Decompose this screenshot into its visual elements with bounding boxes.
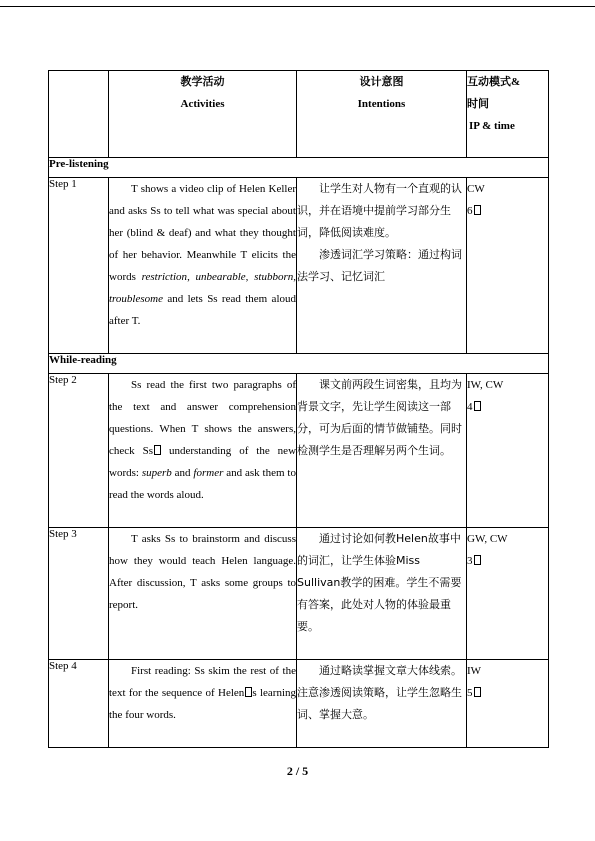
header-activities	[109, 71, 297, 158]
table-row-step-1	[49, 178, 549, 354]
step-label: Step 3	[49, 528, 109, 660]
header-rule	[0, 6, 595, 7]
section-row-while-reading	[49, 354, 549, 374]
step-intention: 课文前两段生词密集，且均为背景文字，先让学生阅读这一部分，可为后面的情节做铺垫。同时检测学生是否理解另两个生词。	[297, 374, 467, 528]
step-intention: 通过略读掌握文章大体线索。注意渗透阅读策略，让学生忽略生词、掌握大意。	[297, 660, 467, 748]
step-mode: IW, CW 4	[467, 374, 549, 528]
header-activities-en: Activities	[180, 98, 225, 110]
missing-glyph-icon	[474, 687, 481, 697]
header-mode-cn-1: 互动模式&	[467, 76, 521, 88]
step-label: Step 2	[49, 374, 109, 528]
step-activity: T shows a video clip of Helen Keller and asks Ss to tell what was special about her (blind & deaf) and what they thought of her behavior. Meanwhile T elicits the words restriction, unbearable, stubborn, troublesome and lets Ss read them aloud after T.	[109, 178, 297, 354]
header-mode	[467, 71, 549, 158]
section-title-pre: Pre-listening	[49, 158, 549, 178]
header-activities-cn: 教学活动	[180, 76, 225, 88]
header-mode-cn-2: 时间	[467, 98, 489, 110]
table-row-step-2	[49, 374, 549, 528]
section-title-while: While-reading	[49, 354, 549, 374]
step-mode: GW, CW 3	[467, 528, 549, 660]
section-row-pre-listening	[49, 158, 549, 178]
missing-glyph-icon	[154, 445, 161, 455]
step-activity: T asks Ss to brainstorm and discuss how they would teach Helen language. After discussion, T asks some groups to report.	[109, 528, 297, 660]
step-mode: CW 6	[467, 178, 549, 354]
header-mode-en: IP & time	[469, 120, 515, 132]
lesson-plan-table	[48, 70, 549, 748]
missing-glyph-icon	[474, 555, 481, 565]
header-step-cell	[49, 71, 109, 158]
table-row-step-4	[49, 660, 549, 748]
step-label: Step 1	[49, 178, 109, 354]
step-mode: IW 5	[467, 660, 549, 748]
step-intention: 通过讨论如何教Helen故事中的词汇，让学生体验Miss Sullivan教学的困难。学生不需要有答案，此处对人物的体验最重要。	[297, 528, 467, 660]
header-intentions-en: Intentions	[357, 98, 406, 110]
step-activity: First reading: Ss skim the rest of the text for the sequence of Helen s learning the four words.	[109, 660, 297, 748]
missing-glyph-icon	[474, 205, 481, 215]
step-label: Step 4	[49, 660, 109, 748]
step-activity: Ss read the first two paragraphs of the text and answer comprehension questions. When T shows the answers, check Ss understanding of the new words: superb and former and ask them to read the words aloud.	[109, 374, 297, 528]
table-row-step-3	[49, 528, 549, 660]
missing-glyph-icon	[474, 401, 481, 411]
header-intentions	[297, 71, 467, 158]
page-number: 2 / 5	[286, 764, 309, 778]
header-intentions-cn: 设计意图	[359, 76, 404, 88]
step-intention: 让学生对人物有一个直观的认识，并在语境中提前学习部分生词，降低阅读难度。 渗透词汇学习策略：通过构词法学习、记忆词汇	[297, 178, 467, 354]
table-header-row	[49, 71, 549, 158]
